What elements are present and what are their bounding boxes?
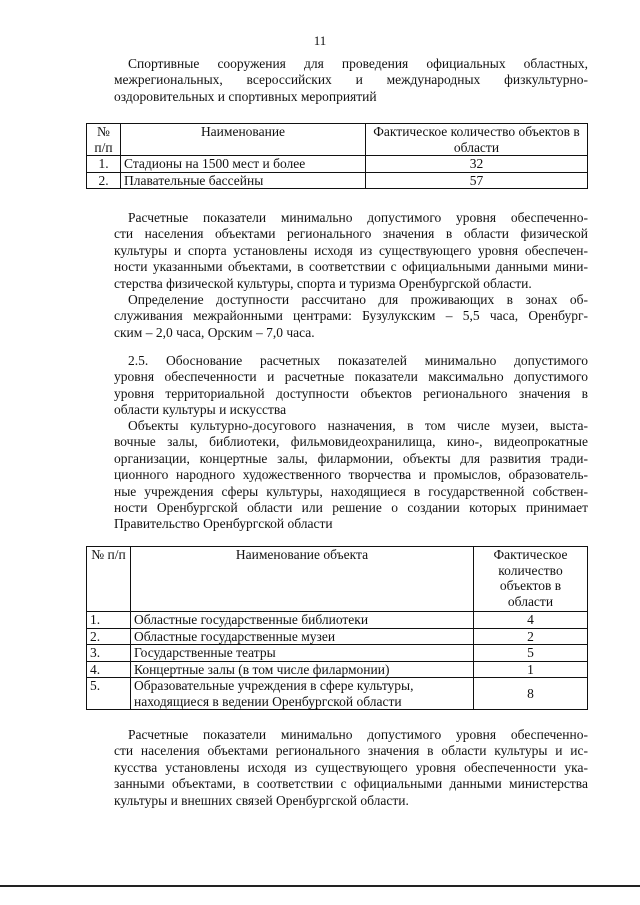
row-count: 57: [366, 172, 588, 189]
heading-line: 2.5. Обоснование расчетных показателей минимально допустимого: [128, 353, 588, 368]
table-row: [87, 628, 588, 645]
text-line: занными объектами, в соответствии с официальными данными министерства: [114, 776, 588, 792]
row-count: 2: [474, 628, 588, 645]
header-number: № п/п: [87, 124, 121, 156]
row-count: 8: [474, 678, 588, 710]
heading-line: межрегиональных, всероссийских и международных физкультурно-: [114, 72, 588, 88]
text-line: Расчетные показатели минимально допустимого уровня обеспеченно-: [128, 727, 588, 742]
table-header-row: [87, 547, 588, 612]
row-number: 3.: [87, 645, 131, 662]
row-name: Государственные театры: [131, 645, 474, 662]
header-number: № п/п: [87, 547, 131, 612]
heading-line: уровня территориальной доступности объектов регионального значения в: [114, 385, 588, 401]
header-count: Фактическое количество объектов в области: [474, 547, 588, 612]
row-name: Плавательные бассейны: [121, 172, 366, 189]
header-name: Наименование: [121, 124, 366, 156]
text-line: сти населения объектами регионального значения в области культуры и ис-: [114, 743, 588, 759]
heading-line: области культуры и искусства: [114, 402, 287, 418]
row-number: 2.: [87, 628, 131, 645]
text-line: сти населения объектами регионального значения в области физической: [114, 226, 588, 242]
table-header-row: [87, 124, 588, 156]
text-line: служивания межрайонными центрами: Бузулукским – 5,5 часа, Оренбург-: [114, 308, 588, 324]
page-number: 11: [313, 33, 327, 48]
text-line: Расчетные показатели минимально допустимого уровня обеспеченно-: [128, 210, 588, 225]
page-bottom-border: [0, 885, 640, 887]
heading-line: уровня обеспеченности и расчетные показатели максимально допустимого: [114, 369, 588, 385]
text-line: организации, концертные залы, филармонии, объекты для развития тради-: [114, 450, 588, 466]
paragraph-cultural-objects: [114, 418, 588, 533]
text-line: Объекты культурно-досугового назначения, в том числе музеи, выста-: [128, 418, 588, 433]
text-line: Правительство Оренбургской области: [114, 516, 333, 532]
row-name: Областные государственные библиотеки: [131, 612, 474, 629]
row-name: Стадионы на 1500 мест и более: [121, 156, 366, 173]
row-number: 2.: [87, 172, 121, 189]
row-number: 4.: [87, 661, 131, 678]
header-name: Наименование объекта: [131, 547, 474, 612]
row-name: Концертные залы (в том числе филармонии): [131, 661, 474, 678]
culture-objects-table: [86, 546, 588, 710]
row-name: Областные государственные музеи: [131, 628, 474, 645]
text-line: стерства физической культуры, спорта и туризма Оренбургской области.: [114, 275, 532, 291]
text-line: ности указанными объектами, в соответствии с официальными данными мини-: [114, 259, 588, 275]
row-count: 5: [474, 645, 588, 662]
text-line: ности Оренбургской области или решение о создании которых принимает: [114, 500, 588, 516]
row-number: 1.: [87, 156, 121, 173]
row-name: Образовательные учреждения в сфере культуры, находящиеся в ведении Оренбургской области: [131, 678, 474, 710]
sports-facilities-table: [86, 123, 588, 189]
table-row: [87, 156, 588, 173]
paragraph-sports-indicators: [114, 210, 588, 292]
text-line: ные учреждения сферы культуры, находящиеся в государственной собствен-: [114, 483, 588, 499]
text-line: культуры и спорта установлены исходя из существующего уровня обеспечен-: [114, 242, 588, 258]
text-line: кусства установлены исходя из существующего уровня обеспеченности ука-: [114, 759, 588, 775]
table-row: [87, 661, 588, 678]
row-number: 5.: [87, 678, 131, 710]
text-line: культуры и внешних связей Оренбургской области.: [114, 792, 409, 808]
table-row: [87, 172, 588, 189]
row-count: 4: [474, 612, 588, 629]
paragraph-accessibility: [114, 292, 588, 341]
table-row: [87, 612, 588, 629]
heading-line: оздоровительных и спортивных мероприятий: [114, 88, 377, 104]
header-count: Фактическое количество объектов в области: [366, 124, 588, 156]
table-row: [87, 645, 588, 662]
text-line: Определение доступности рассчитано для проживающих в зонах об-: [128, 292, 588, 307]
text-line: вочные залы, библиотеки, фильмовидеохранилища, кино-, видеопрокатные: [114, 434, 588, 450]
text-line: ским – 2,0 часа, Орским – 7,0 часа.: [114, 324, 315, 340]
paragraph-culture-indicators: [114, 727, 588, 809]
table-row: [87, 678, 588, 710]
row-count: 32: [366, 156, 588, 173]
text-line: ционного народного художественного творчества и промыслов, образователь-: [114, 467, 588, 483]
section2-heading: [114, 353, 588, 419]
row-number: 1.: [87, 612, 131, 629]
row-count: 1: [474, 661, 588, 678]
section1-heading: [114, 56, 588, 105]
heading-line: Спортивные сооружения для проведения официальных областных,: [128, 56, 588, 71]
